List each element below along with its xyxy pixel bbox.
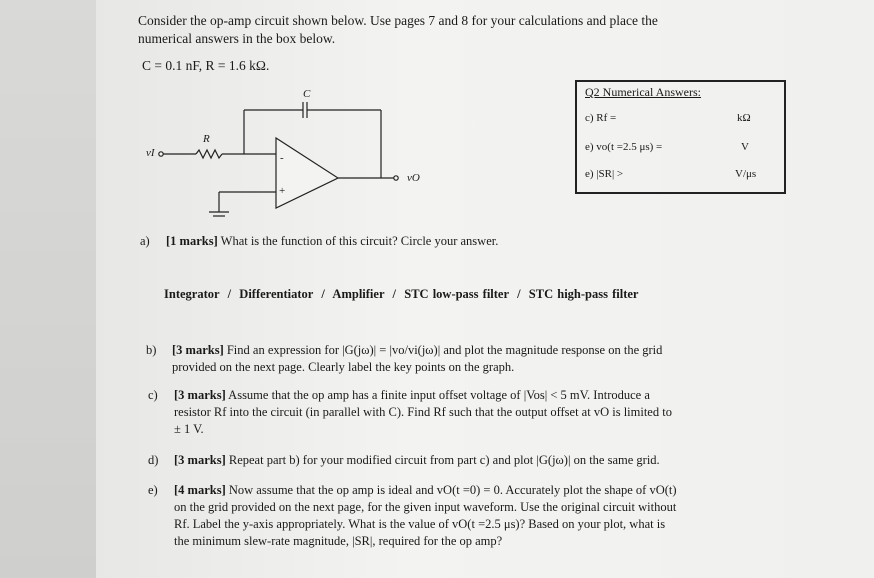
option-separator: / (392, 287, 396, 301)
question-b-label: b) (146, 343, 157, 357)
question-c-line-1: Assume that the op amp has a finite input offset voltage of |Vos| < 5 mV. Introduce a (228, 388, 650, 402)
option-differentiator[interactable]: Differentiator (239, 287, 314, 301)
option-separator: / (227, 287, 232, 301)
question-e-line-3: Rf. Label the y-axis appropriately. What is the value of vO(t =2.5 μs)? Based on your plot, what is (174, 517, 666, 531)
question-b-marks: [3 marks] (172, 343, 224, 357)
intro-line-1: Consider the op-amp circuit shown below. Use pages 7 and 8 for your calculations and place the (138, 13, 658, 28)
question-a-marks: [1 marks] (166, 234, 218, 248)
option-stc-high-pass[interactable]: STC high-pass filter (528, 287, 639, 301)
option-separator: / (517, 287, 521, 301)
document-page (96, 0, 874, 578)
option-separator: / (321, 287, 325, 301)
question-b-line-1: Find an expression for |G(jω)| = |vo/vi(jω)| and plot the magnitude response on the grid (226, 343, 663, 357)
capacitor-label: C (303, 88, 311, 100)
answer-unit-sr: V/μs (735, 168, 757, 180)
answer-label-rf: c) Rf = (585, 112, 617, 124)
question-a-label: a) (140, 234, 150, 248)
answer-options (164, 287, 638, 302)
question-a-text: What is the function of this circuit? Circle your answer. (220, 234, 499, 248)
option-amplifier[interactable]: Amplifier (332, 287, 385, 301)
question-d-line-1: Repeat part b) for your modified circuit from part c) and plot |G(jω)| on the same grid. (228, 453, 660, 467)
question-e-line-2: on the grid provided on the next page, for the given input waveform. Use the original circuit without (174, 500, 677, 514)
numerical-answers-box (575, 80, 786, 194)
question-e-label: e) (148, 483, 158, 497)
inverting-input-sign: - (280, 152, 284, 164)
component-values: C = 0.1 nF, R = 1.6 kΩ. (142, 58, 270, 73)
question-d (148, 452, 768, 470)
answer-label-vo: e) vo(t =2.5 μs) = (585, 141, 663, 153)
question-c-label: c) (148, 388, 158, 402)
input-voltage-label: vI (146, 147, 155, 159)
question-c (148, 387, 768, 441)
question-b (146, 342, 766, 378)
answer-unit-rf: kΩ (737, 112, 751, 124)
option-stc-low-pass[interactable]: STC low-pass filter (404, 287, 509, 301)
question-d-marks: [3 marks] (174, 453, 226, 467)
question-c-marks: [3 marks] (174, 388, 226, 402)
intro-line-2: numerical answers in the box below. (138, 31, 336, 46)
question-e (148, 482, 768, 554)
question-a (140, 233, 740, 251)
question-c-line-2: resistor Rf into the circuit (in parallel with C). Find Rf such that the output offset at vO is limited to (174, 405, 672, 419)
answer-unit-vo: V (741, 141, 749, 153)
output-voltage-label: vO (407, 172, 420, 184)
question-e-line-1: Now assume that the op amp is ideal and vO(t =0) = 0. Accurately plot the shape of vO(t) (228, 483, 677, 497)
non-inverting-input-sign: + (279, 185, 286, 197)
question-e-line-4: the minimum slew-rate magnitude, |SR|, required for the op amp? (174, 534, 503, 548)
question-b-line-2: provided on the next page. Clearly label the key points on the graph. (172, 360, 515, 374)
question-e-marks: [4 marks] (174, 483, 226, 497)
option-integrator[interactable]: Integrator (164, 287, 220, 301)
question-d-label: d) (148, 453, 159, 467)
answer-label-sr: e) |SR| > (585, 168, 624, 180)
answers-box-title: Q2 Numerical Answers: (585, 85, 701, 99)
resistor-label: R (203, 133, 210, 145)
question-c-line-3: ± 1 V. (174, 422, 204, 436)
